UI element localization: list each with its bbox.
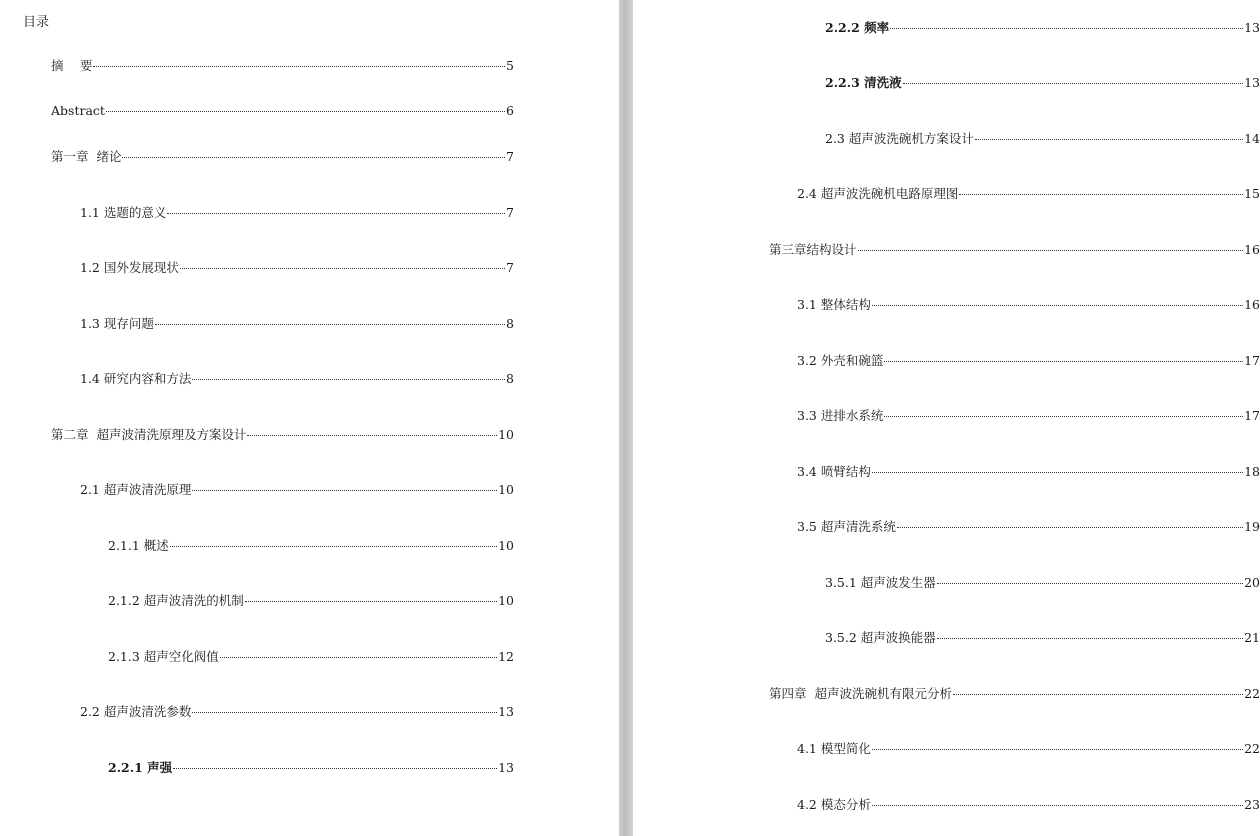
- toc-entry-3-5-1[interactable]: [825, 575, 1260, 591]
- toc-entry-page: 8: [506, 316, 514, 331]
- toc-entry-2-1-3[interactable]: [108, 649, 514, 665]
- toc-entry-page: 10: [498, 427, 514, 442]
- dot-leader: [93, 66, 505, 67]
- toc-entry-label: 3.5.2 超声波换能器: [825, 630, 936, 645]
- dot-leader: [903, 83, 1243, 84]
- dot-leader: [245, 601, 497, 602]
- toc-entry-label: 第三章结构设计: [769, 242, 857, 257]
- toc-entry-label: 2.4 超声波洗碗机电路原理图: [797, 186, 959, 201]
- toc-entry-page: 18: [1244, 464, 1260, 479]
- dot-leader: [975, 139, 1243, 140]
- toc-entry-page: 13: [1244, 20, 1260, 35]
- toc-entry-label: 3.5 超声清洗系统: [797, 519, 896, 534]
- dot-leader: [192, 490, 497, 491]
- toc-entry-label: 2.1.3 超声空化阀值: [108, 649, 219, 664]
- toc-entry-3-1[interactable]: [797, 297, 1260, 313]
- toc-entry-page: 6: [506, 103, 514, 118]
- toc-entry-2-3[interactable]: [825, 131, 1260, 147]
- toc-entry-page: 16: [1244, 242, 1260, 257]
- toc-heading: 目录: [23, 15, 50, 30]
- dot-leader: [180, 268, 505, 269]
- toc-entry-2-2-1[interactable]: [108, 760, 514, 776]
- toc-entry-page: 10: [498, 482, 514, 497]
- toc-entry-3-3[interactable]: [797, 408, 1260, 424]
- toc-entry-label: 1.1 选题的意义: [80, 205, 167, 220]
- dot-leader: [173, 768, 497, 769]
- toc-entry-1-2[interactable]: [80, 260, 514, 276]
- toc-entry-page: 13: [1244, 75, 1260, 90]
- toc-entry-page: 5: [506, 58, 514, 73]
- toc-entry-label: 2.1.2 超声波清洗的机制: [108, 593, 244, 608]
- toc-entry-label: 3.5.1 超声波发生器: [825, 575, 936, 590]
- toc-entry-label: 1.4 研究内容和方法: [80, 371, 192, 386]
- dot-leader: [192, 379, 505, 380]
- dot-leader: [170, 546, 497, 547]
- toc-entry-label: 2.2.1 声强: [108, 760, 173, 775]
- dot-leader: [937, 583, 1243, 584]
- toc-entry-page: 22: [1244, 686, 1260, 701]
- toc-entry-page: 22: [1244, 741, 1260, 756]
- toc-entry-page: 12: [498, 649, 514, 664]
- toc-entry-chapter-3[interactable]: [769, 242, 1260, 258]
- toc-entry-label: 4.1 模型简化: [797, 741, 871, 756]
- toc-entry-page: 13: [498, 760, 514, 775]
- toc-entry-abstract-cn[interactable]: [51, 58, 514, 74]
- toc-entry-3-5-2[interactable]: [825, 630, 1260, 646]
- dot-leader: [220, 657, 497, 658]
- toc-entry-label: 1.3 现存问题: [80, 316, 154, 331]
- toc-entry-chapter-1[interactable]: [51, 149, 514, 165]
- dot-leader: [155, 324, 505, 325]
- toc-entry-label: 1.2 国外发展现状: [80, 260, 179, 275]
- toc-entry-1-3[interactable]: [80, 316, 514, 332]
- dot-leader: [872, 749, 1243, 750]
- toc-entry-label: 3.3 进排水系统: [797, 408, 884, 423]
- toc-entry-page: 15: [1244, 186, 1260, 201]
- dot-leader: [884, 416, 1243, 417]
- toc-entry-page: 21: [1244, 630, 1260, 645]
- dot-leader: [106, 111, 505, 112]
- toc-entry-label: 3.2 外壳和碗篮: [797, 353, 884, 368]
- toc-entry-page: 23: [1244, 797, 1260, 812]
- toc-entry-2-2[interactable]: [80, 704, 514, 720]
- toc-entry-chapter-2[interactable]: [51, 427, 514, 443]
- dot-leader: [937, 638, 1243, 639]
- toc-entry-page: 13: [498, 704, 514, 719]
- dot-leader: [872, 472, 1243, 473]
- dot-leader: [167, 213, 505, 214]
- toc-entry-label: 2.2.3 清洗液: [825, 75, 902, 90]
- toc-entry-chapter-4[interactable]: [769, 686, 1260, 702]
- toc-entry-label: 2.1.1 概述: [108, 538, 169, 553]
- dot-leader: [897, 527, 1243, 528]
- dot-leader: [858, 250, 1244, 251]
- toc-entry-label: 摘 要: [51, 58, 93, 73]
- toc-entry-page: 17: [1244, 408, 1260, 423]
- toc-entry-label: 2.1 超声波清洗原理: [80, 482, 192, 497]
- toc-entry-2-1-1[interactable]: [108, 538, 514, 554]
- toc-entry-label: Abstract: [51, 103, 105, 118]
- toc-entry-page: 19: [1244, 519, 1260, 534]
- toc-entry-page: 10: [498, 538, 514, 553]
- toc-entry-abstract-en[interactable]: [51, 103, 514, 119]
- toc-entry-label: 2.3 超声波洗碗机方案设计: [825, 131, 974, 146]
- toc-entry-3-4[interactable]: [797, 464, 1260, 480]
- toc-entry-1-1[interactable]: [80, 205, 514, 221]
- toc-entry-2-1-2[interactable]: [108, 593, 514, 609]
- toc-entry-4-1[interactable]: [797, 741, 1260, 757]
- dot-leader: [872, 305, 1243, 306]
- toc-entry-4-2[interactable]: [797, 797, 1260, 813]
- right-page: [633, 0, 1260, 836]
- toc-entry-3-2[interactable]: [797, 353, 1260, 369]
- toc-entry-page: 16: [1244, 297, 1260, 312]
- toc-entry-page: 17: [1244, 353, 1260, 368]
- toc-entry-label: 3.4 喷臂结构: [797, 464, 871, 479]
- toc-entry-label: 4.2 模态分析: [797, 797, 871, 812]
- toc-entry-page: 7: [506, 205, 514, 220]
- dot-leader: [890, 28, 1243, 29]
- dot-leader: [872, 805, 1243, 806]
- toc-entry-page: 7: [506, 149, 514, 164]
- toc-entry-3-5[interactable]: [797, 519, 1260, 535]
- toc-entry-page: 14: [1244, 131, 1260, 146]
- toc-entry-2-1[interactable]: [80, 482, 514, 498]
- toc-entry-2-2-3[interactable]: [825, 75, 1260, 91]
- toc-entry-page: 7: [506, 260, 514, 275]
- toc-entry-label: 第二章 超声波清洗原理及方案设计: [51, 427, 247, 442]
- dot-leader: [884, 361, 1243, 362]
- dot-leader: [192, 712, 497, 713]
- page-separator: [619, 0, 633, 836]
- toc-entry-1-4[interactable]: [80, 371, 514, 387]
- toc-entry-2-2-2[interactable]: [825, 20, 1260, 36]
- dot-leader: [122, 157, 505, 158]
- toc-entry-2-4[interactable]: [797, 186, 1260, 202]
- dot-leader: [959, 194, 1243, 195]
- toc-entry-page: 8: [506, 371, 514, 386]
- toc-entry-page: 10: [498, 593, 514, 608]
- toc-entry-label: 第四章 超声波洗碗机有限元分析: [769, 686, 952, 701]
- toc-entry-label: 2.2 超声波清洗参数: [80, 704, 192, 719]
- left-page: [0, 0, 619, 836]
- dot-leader: [953, 694, 1243, 695]
- dot-leader: [247, 435, 497, 436]
- toc-entry-label: 第一章 绪论: [51, 149, 122, 164]
- toc-entry-label: 2.2.2 频率: [825, 20, 890, 35]
- toc-entry-page: 20: [1244, 575, 1260, 590]
- toc-entry-label: 3.1 整体结构: [797, 297, 871, 312]
